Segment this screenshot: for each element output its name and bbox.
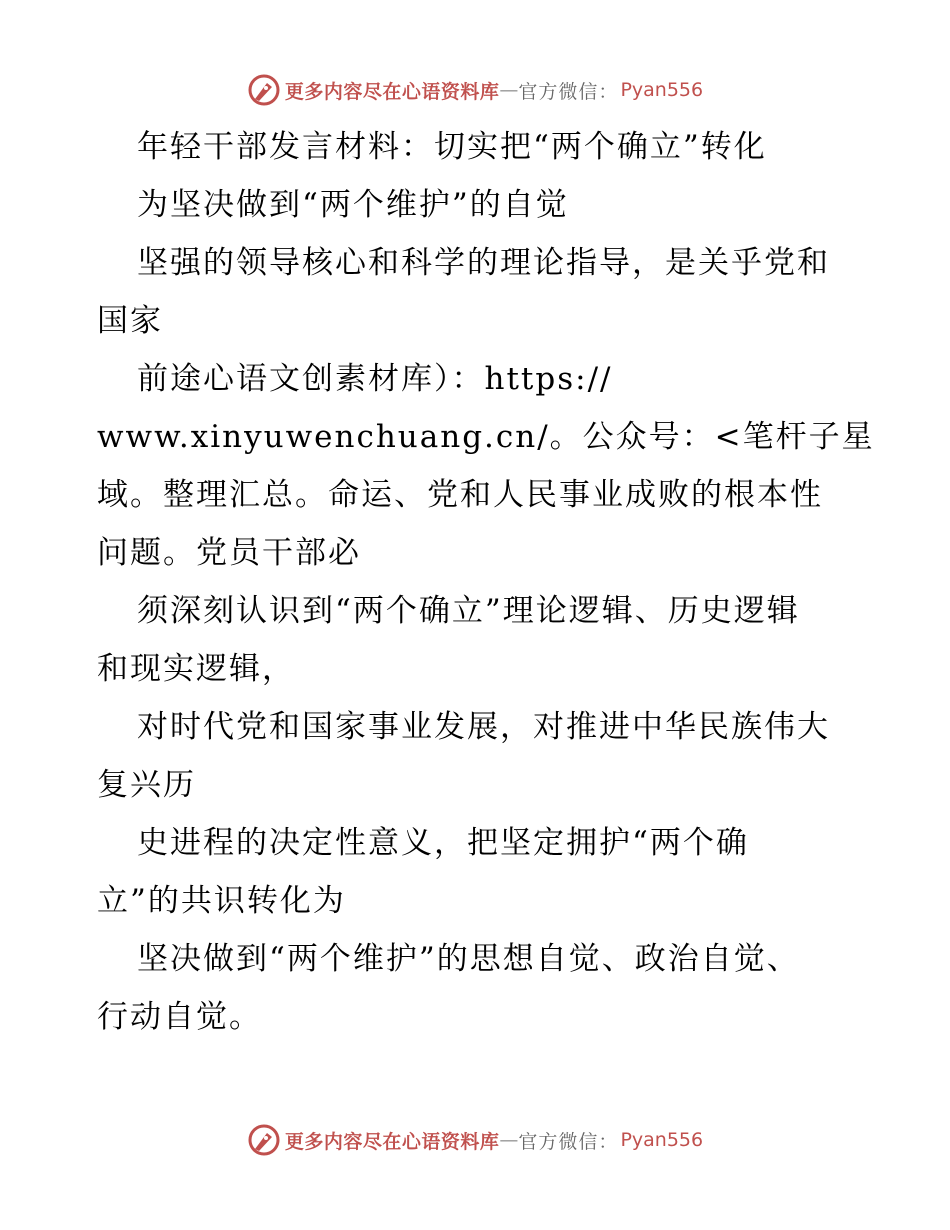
- paragraph-line: 对时代党和国家事业发展，对推进中华民族伟大: [137, 709, 830, 745]
- banner-wechat-id: Pyan556: [620, 1129, 704, 1151]
- paragraph-line: 复兴历: [97, 767, 196, 803]
- paragraph-line: 须深刻认识到“两个确立”理论逻辑、历史逻辑: [137, 593, 800, 629]
- footer-banner: [0, 1120, 950, 1160]
- paragraph-line: 行动自觉。: [97, 999, 262, 1035]
- paragraph-line: 前途心语文创素材库）：https://: [137, 361, 613, 397]
- document-title-line-1: 年轻干部发言材料：切实把“两个确立”转化: [137, 129, 767, 165]
- paragraph-line: 立”的共识转化为: [97, 883, 346, 919]
- paragraph-line: 域。整理汇总。命运、党和人民事业成败的根本性: [97, 477, 823, 513]
- banner-wechat-id: Pyan556: [620, 79, 704, 101]
- banner-separator: —: [499, 1129, 519, 1151]
- header-banner: [0, 70, 950, 110]
- pen-nib-circle-icon: [247, 1123, 281, 1157]
- document-body: [97, 118, 875, 1046]
- paragraph-line: 坚强的领导核心和科学的理论指导，是关乎党和: [137, 245, 830, 281]
- document-title-line-2: 为坚决做到“两个维护”的自觉: [137, 187, 569, 223]
- banner-separator: —: [499, 79, 519, 101]
- paragraph-line: 坚决做到“两个维护”的思想自觉、政治自觉、: [137, 941, 800, 977]
- banner-wechat-label: 官方微信：: [518, 80, 619, 103]
- paragraph-line: 和现实逻辑，: [97, 651, 295, 687]
- pen-nib-circle-icon: [247, 73, 281, 107]
- paragraph-line: 问题。党员干部必: [97, 535, 361, 571]
- banner-title: 更多内容尽在心语资料库: [284, 80, 500, 103]
- banner-wechat-label: 官方微信：: [518, 1130, 619, 1153]
- paragraph-line: www.xinyuwenchuang.cn/。公众号：<笔杆子星: [97, 419, 875, 455]
- banner-title: 更多内容尽在心语资料库: [284, 1130, 500, 1153]
- paragraph-line: 史进程的决定性意义，把坚定拥护“两个确: [137, 825, 749, 861]
- paragraph-line: 国家: [97, 303, 163, 339]
